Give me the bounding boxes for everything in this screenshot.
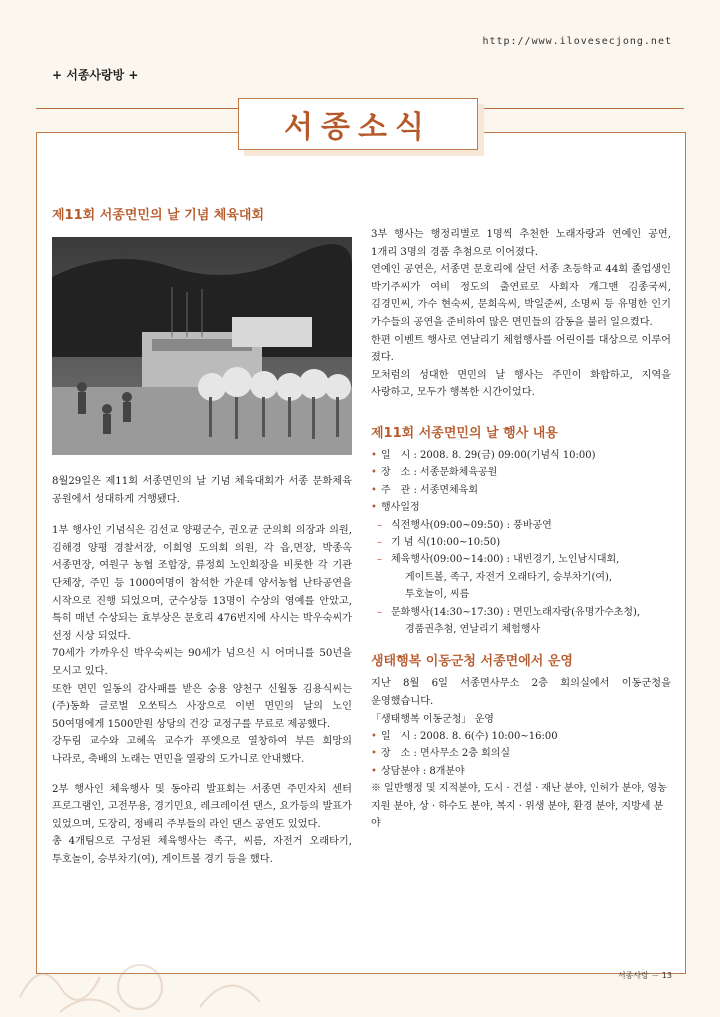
- left-column: [52, 204, 352, 876]
- paragraph: 70세가 가까우신 박우숙씨는 90세가 넘으신 시 어머니를 50년을 모시고 있다.: [52, 648, 352, 677]
- dash-icon: –: [377, 536, 382, 548]
- list-item-text: 체육행사(09:00~14:00) : 내빈경기, 노인남시대회,: [391, 554, 620, 566]
- dash-icon: –: [377, 554, 382, 566]
- list-item: [371, 464, 671, 481]
- list-item: [371, 534, 671, 551]
- bullet-icon: •: [371, 748, 377, 760]
- list-item: [371, 728, 671, 745]
- bullet-icon: •: [371, 449, 377, 461]
- list-item: [371, 499, 671, 516]
- list-item: [371, 517, 671, 534]
- list-item-text: 투호놀이, 씨름: [405, 589, 470, 601]
- paragraph: 1부 행사인 기념식은 김선교 양평군수, 권오균 군의회 의장과 의원, 김해경 양평 경찰서장, 이희영 도의회 의원, 각 읍,면장, 박종옥 서종면장, 여원구 농협 조합장, 류정희 노인회장을 비롯한 각 기관 단체장, 주민 등 1000여명이 참석한 가운데 양서농협 난타공연을 시작으로 진행 되었으며, 군수상등 13명이 수상의 영예를 안았고, 특히 매년 수상되는 효부상은 문호리 476번지에 사시는 박우숙씨가 선정 시상 되었다.: [52, 525, 352, 642]
- list-item: [371, 586, 671, 603]
- header-url[interactable]: http://www.ilovesecjong.net: [482, 36, 672, 47]
- list-item: [371, 711, 671, 728]
- list-item: [371, 621, 671, 638]
- mobile-office-list: [371, 711, 671, 833]
- page-title: 서종소식: [284, 110, 432, 145]
- paragraph: 또한 면민 일동의 감사패를 받은 숭용 양천구 신월동 김용식씨는 (주)동화 글로벌 오쏘틱스 사장으로 이번 면민의 날의 노인 50여명에게 1500만원 상당의 건강 교정구를 무료로 제공했다.: [52, 683, 352, 730]
- mobile-office-intro: 지난 8월 6일 서종면사무소 2층 회의실에서 이동군청을 운영했습니다.: [371, 678, 671, 707]
- section-label: + 서종사랑방 +: [52, 68, 139, 82]
- list-item-text: 「생태행복 이동군청」 운영: [371, 713, 494, 725]
- list-item-text: 장 소 : 서종문화체육공원: [381, 467, 498, 479]
- event-schedule-heading: 제11회 서종면민의 날 행사 내용: [371, 425, 558, 441]
- paragraph: 한편 이벤트 행사로 연날리기 체험행사를 어린이를 대상으로 이루어 졌다.: [371, 334, 671, 364]
- list-item: [371, 763, 671, 780]
- list-item: [371, 551, 671, 568]
- paragraph: 총 4개팀으로 구성된 체육행사는 족구, 씨름, 자전거 오래타기, 투호놀이, 승부차기(여), 게이트볼 경기 등을 했다.: [52, 836, 352, 865]
- paragraph: 모처럼의 성대한 면민의 날 행사는 주민이 화합하고, 지역을 사랑하고, 모두가 행복한 시간이었다.: [371, 369, 671, 399]
- list-item: [371, 482, 671, 499]
- list-item: [371, 745, 671, 762]
- list-item-text: 주 관 : 서종면체육회: [381, 484, 479, 496]
- bullet-icon: •: [371, 765, 377, 777]
- list-item-text: 문화행사(14:30~17:30) : 면민노래자랑(유명가수초청),: [391, 606, 641, 618]
- list-item-text: 행사일정: [381, 502, 420, 514]
- list-item: [371, 569, 671, 586]
- list-item: [371, 604, 671, 621]
- mobile-office-heading: 생태행복 이동군청 서종면에서 운영: [371, 654, 573, 670]
- paragraph: 연예인 공연은, 서종면 문호리에 살던 서종 초등학교 44회 졸업생인 박기주씨가 여비 정도의 출연료로 사회자 개그맨 김종국씨, 김경민씨, 가수 현숙씨, 문희옥씨, 박일준씨, 소명씨 등 유명한 인기 가수들의 공연을 준비하여 많은 면민들의 감동을 불러 일으켰다.: [371, 264, 671, 328]
- bullet-icon: •: [371, 502, 377, 514]
- list-item-text: 장 소 : 면사무소 2층 회의실: [381, 748, 511, 760]
- list-item: [371, 780, 671, 832]
- right-column: [371, 226, 671, 832]
- list-item-text: 게이트볼, 족구, 자전거 오래타기, 승부차기(여),: [405, 571, 613, 583]
- list-item-text: ※ 일반행정 및 지적분야, 도시 · 건설 · 재난 분야, 인허가 분야, 영농지원 분야, 상 · 하수도 분야, 복지 · 위생 분야, 환경 분야, 지방세 분야: [371, 783, 667, 830]
- list-item-text: 일 시 : 2008. 8. 29(금) 09:00(기념식 10:00): [381, 449, 596, 461]
- paragraph: 3부 행사는 행정리별로 1명씩 추천한 노래자랑과 연예인 공연, 1개리 3명의 경품 추첨으로 이어졌다.: [371, 229, 671, 258]
- list-item-text: 상담분야 : 8개분야: [381, 765, 465, 777]
- bullet-icon: •: [371, 484, 377, 496]
- dash-icon: –: [377, 519, 382, 531]
- paragraph: 강두림 교수와 고혜옥 교수가 푸엣으로 열창하여 부른 희망의 나라로, 축배의 노래는 면민을 열광의 도가니로 안내했다.: [52, 736, 352, 765]
- paragraph: 8월29일은 제11회 서종면민의 날 기념 체육대회가 서종 문화체육 공원에서 성대하게 거행됐다.: [52, 476, 352, 505]
- list-item: [371, 447, 671, 464]
- article-heading: 제11회 서종면민의 날 기념 체육대회: [52, 208, 265, 223]
- page-footer: 서종사랑 － 13: [617, 971, 672, 980]
- dash-icon: –: [377, 606, 382, 618]
- event-schedule-list: [371, 447, 671, 638]
- list-item-text: 기 념 식(10:00~10:50): [391, 536, 501, 548]
- decorative-illustration: [0, 917, 720, 1017]
- page-title-box: [238, 98, 478, 150]
- bullet-icon: •: [371, 731, 377, 742]
- list-item-text: 식전행사(09:00~09:50) : 풍바공연: [391, 519, 552, 531]
- bullet-icon: •: [371, 467, 377, 479]
- list-item-text: 경품권추첨, 연날리기 체험행사: [405, 624, 541, 635]
- event-photo: [52, 237, 352, 455]
- list-item-text: 일 시 : 2008. 8. 6(수) 10:00~16:00: [381, 731, 558, 742]
- paragraph: 2부 행사인 체육행사 및 동아리 발표회는 서종면 주민자치 센터 프로그램인, 고전무용, 경기민요, 레크레이션 댄스, 요가등의 발표가 있었으며, 도장리, 정배리 주부들의 라인 댄스 공연도 있었다.: [52, 783, 352, 830]
